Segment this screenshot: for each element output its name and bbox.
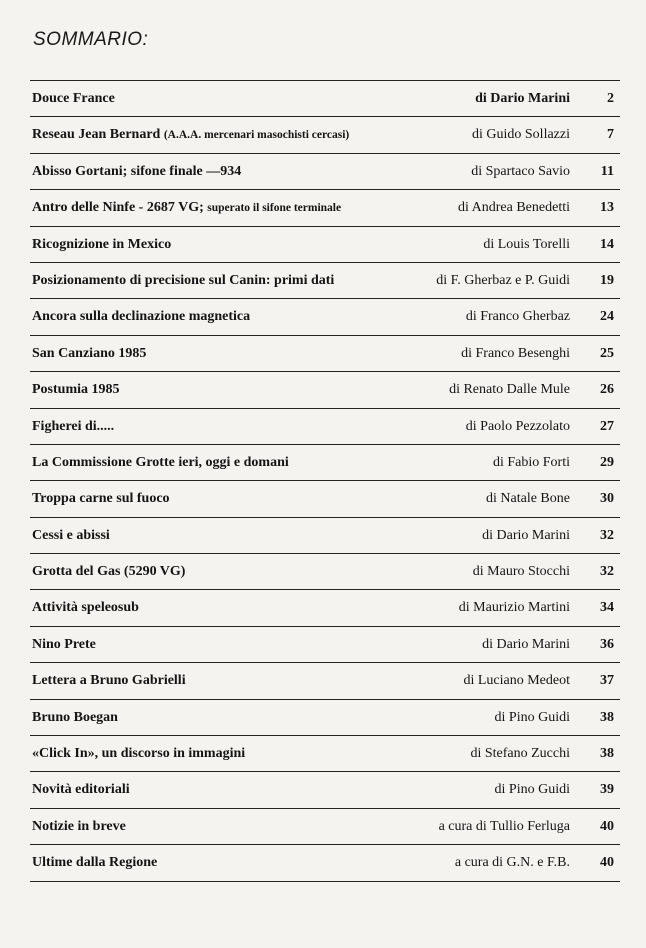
- entry-author: di Guido Sollazzi: [472, 127, 570, 143]
- entry-author: a cura di G.N. e F.B.: [454, 855, 570, 871]
- entry-title: [32, 127, 349, 143]
- toc-entry: [30, 409, 620, 445]
- entry-title: [32, 491, 170, 507]
- entry-title-text: Douce France: [32, 91, 115, 106]
- entry-title: [32, 273, 334, 289]
- entry-page-number: 40: [600, 855, 614, 871]
- entry-page-number: 14: [600, 236, 614, 252]
- entry-title: [32, 600, 139, 616]
- toc-entry: [30, 445, 620, 481]
- entry-subtitle: superato il sifone terminale: [207, 202, 342, 215]
- entry-title: [32, 855, 157, 871]
- entry-title-text: Ricognizione in Mexico: [32, 236, 172, 252]
- toc-entry: [30, 117, 620, 153]
- entry-title: [32, 564, 185, 580]
- entry-page-number: 13: [600, 200, 614, 216]
- entry-author: di Pino Guidi: [494, 709, 570, 725]
- entry-title-text: Nino Prete: [32, 636, 96, 652]
- entry-page-number: 34: [600, 600, 614, 616]
- entry-page-number: 38: [600, 709, 614, 725]
- entry-page-number: 40: [600, 818, 614, 834]
- entry-page-number: 27: [600, 418, 614, 434]
- entry-title: [32, 455, 289, 471]
- entry-author: di Stefano Zucchi: [470, 746, 570, 762]
- entry-title-text: Troppa carne sul fuoco: [32, 491, 170, 507]
- toc-entry: [30, 154, 620, 190]
- page-title: SOMMARIO:: [33, 29, 149, 50]
- entry-author: di Louis Torelli: [483, 236, 570, 252]
- entry-title: [32, 382, 120, 398]
- entry-page-number: 39: [600, 782, 614, 798]
- entry-title: [32, 746, 245, 762]
- entry-author: di Luciano Medeot: [463, 673, 570, 689]
- entry-title: [32, 91, 115, 107]
- entry-title-text: Figherei di.....: [32, 418, 115, 434]
- entry-page-number: 11: [600, 163, 614, 179]
- entry-author: di Franco Gherbaz: [465, 309, 570, 325]
- entry-title: [32, 419, 114, 435]
- toc-entry: [30, 736, 620, 772]
- toc-entry: [30, 554, 620, 590]
- entry-page-number: 25: [600, 345, 614, 361]
- table-of-contents: [30, 80, 620, 882]
- entry-subtitle: (A.A.A. mercenari masochisti cercasi): [163, 129, 350, 142]
- toc-entry: [30, 227, 620, 263]
- entry-title: [32, 637, 96, 653]
- entry-page-number: 32: [600, 564, 614, 580]
- toc-entry: [30, 518, 620, 554]
- entry-title-text: Postumia 1985: [32, 382, 120, 398]
- entry-author: di Renato Dalle Mule: [449, 382, 570, 398]
- entry-author: a cura di Tullio Ferluga: [438, 818, 570, 834]
- toc-entry: [30, 772, 620, 808]
- entry-author: di Fabio Forti: [492, 454, 570, 470]
- entry-author: di Natale Bone: [486, 491, 570, 507]
- entry-title: [32, 673, 186, 689]
- entry-title-text: Lettera a Bruno Gabrielli: [32, 673, 186, 689]
- entry-author: di Maurizio Martini: [458, 600, 570, 616]
- entry-page-number: 38: [600, 746, 614, 762]
- entry-title: [32, 200, 341, 216]
- entry-author: di Paolo Pezzolato: [465, 418, 570, 434]
- entry-title-text: Attività speleosub: [32, 600, 139, 616]
- entry-title: [32, 819, 126, 835]
- entry-title: [32, 710, 118, 726]
- entry-author: di Franco Besenghi: [461, 345, 570, 361]
- entry-title-text: Abisso Gortani; sifone finale —934: [32, 163, 242, 179]
- toc-entry: [30, 663, 620, 699]
- entry-author: di Mauro Stocchi: [472, 564, 570, 580]
- entry-title-text: Notizie in breve: [32, 818, 126, 834]
- toc-entry: [30, 299, 620, 335]
- entry-page-number: 7: [607, 127, 614, 143]
- toc-entry: [30, 372, 620, 408]
- toc-entry: [30, 263, 620, 299]
- entry-title-text: La Commissione Grotte ieri, oggi e domani: [32, 454, 289, 470]
- entry-author: di Spartaco Savio: [471, 163, 570, 179]
- entry-title: [32, 782, 130, 798]
- entry-title-text: Reseau Jean Bernard: [32, 127, 161, 143]
- entry-author: di Dario Marini: [482, 527, 570, 543]
- toc-entry: [30, 190, 620, 226]
- entry-title-text: Bruno Boegan: [32, 709, 118, 725]
- entry-author: di Pino Guidi: [494, 782, 570, 798]
- toc-list: [30, 81, 620, 882]
- entry-title: [32, 237, 171, 253]
- entry-page-number: 37: [600, 673, 614, 689]
- entry-title: [32, 346, 146, 362]
- entry-page-number: 19: [600, 272, 614, 288]
- entry-title-text: Grotta del Gas (5290 VG): [32, 564, 186, 580]
- entry-title: [32, 528, 110, 544]
- entry-title: [32, 309, 250, 325]
- entry-author: di Dario Marini: [475, 91, 570, 106]
- toc-entry: [30, 845, 620, 881]
- entry-page-number: 36: [600, 636, 614, 652]
- toc-entry: [30, 81, 620, 117]
- entry-title-text: Antro delle Ninfe - 2687 VG;: [32, 200, 204, 216]
- entry-title-text: San Canziano 1985: [32, 345, 147, 361]
- toc-entry: [30, 700, 620, 736]
- entry-page-number: 24: [600, 309, 614, 325]
- entry-page-number: 26: [600, 382, 614, 398]
- entry-title-text: Posizionamento di precisione sul Canin: primi dati: [32, 272, 335, 288]
- entry-author: di Dario Marini: [482, 636, 570, 652]
- toc-entry: [30, 809, 620, 845]
- entry-page-number: 32: [600, 527, 614, 543]
- entry-author: di F. Gherbaz e P. Guidi: [436, 272, 570, 288]
- entry-title-text: Ancora sulla declinazione magnetica: [32, 309, 251, 325]
- entry-page-number: 29: [600, 454, 614, 470]
- entry-page-number: 2: [607, 91, 614, 106]
- entry-title-text: Ultime dalla Regione: [32, 855, 158, 871]
- toc-entry: [30, 590, 620, 626]
- entry-author: di Andrea Benedetti: [458, 200, 570, 216]
- toc-entry: [30, 481, 620, 517]
- toc-entry: [30, 336, 620, 372]
- entry-page-number: 30: [600, 491, 614, 507]
- entry-title: [32, 164, 241, 180]
- entry-title-text: Cessi e abissi: [32, 527, 110, 543]
- entry-title-text: «Click In», un discorso in immagini: [32, 746, 246, 762]
- toc-entry: [30, 627, 620, 663]
- entry-title-text: Novità editoriali: [32, 782, 130, 798]
